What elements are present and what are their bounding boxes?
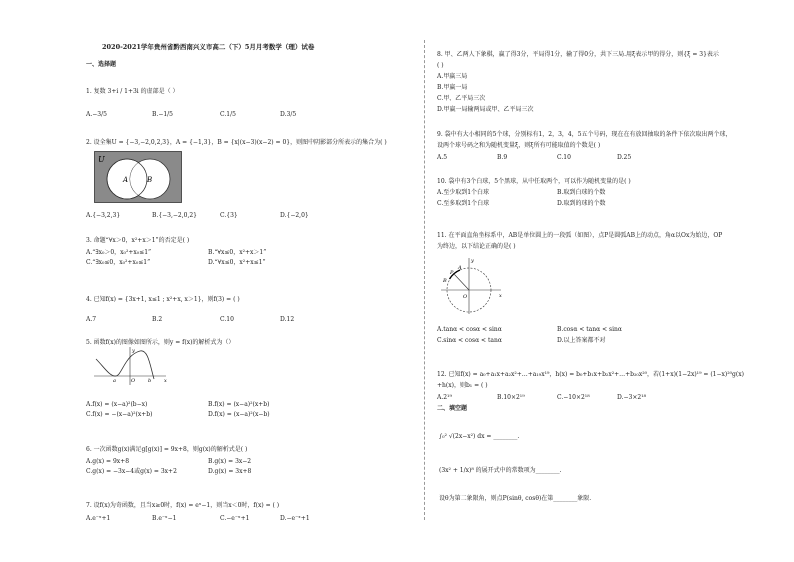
q11-option-d: D.以上答案都不对 <box>557 337 606 344</box>
q10-option-d: D.取到的球的个数 <box>557 200 606 207</box>
q6-option-b: B.g(x) = 3x−2 <box>208 458 252 465</box>
q8-stem-line1: 8. 甲、乙两人下象棋，赢了得3分，平局得1分，输了得0分，共下三局.用ξ表示甲的得分，则{ξ = 3}表示 <box>437 51 719 58</box>
circle-label-b: B <box>443 278 447 284</box>
q7-option-b: B.e⁻ˣ−1 <box>152 515 177 522</box>
q1-option-c: C.1/5 <box>220 111 236 118</box>
q12-option-a: A.2¹⁹ <box>437 394 452 401</box>
q10-stem: 10. 袋中有3个白球，5个黑球，从中任取两个，可以作为随机变量的是( ) <box>437 178 631 185</box>
q1-option-d: D.3/5 <box>280 111 297 118</box>
q1-option-b: B.−1/5 <box>152 111 173 118</box>
q6-option-c: C.g(x) = −3x−4或g(x) = 3x+2 <box>86 468 177 475</box>
q6-option-a: A.g(x) = 9x+8 <box>86 458 130 465</box>
q12-option-b: B.10×2¹⁹ <box>497 394 525 401</box>
q9-option-b: B.9 <box>497 154 508 161</box>
q3-stem: 3. 命题“∀x＞0，x²+x＞1”的否定是( ) <box>86 237 190 244</box>
q4-option-c: C.10 <box>220 316 234 323</box>
graph-label-a: a <box>113 378 116 384</box>
q9-stem-line1: 9. 袋中有大小相同的5个球，分别标有1，2，3，4，5五个号码，现在在有放回抽取的条件下依次取出两个球， <box>437 131 732 138</box>
q3-option-a: A.“∃x₀＞0，x₀²+x₀≤1” <box>86 249 152 256</box>
q1-option-a: A.−3/5 <box>86 111 107 118</box>
graph-label-o: O <box>131 378 136 384</box>
fill-q1: ∫₀² √(2x−x²) dx = ________. <box>439 433 520 440</box>
q8-stem-line2: ( ) <box>437 62 444 69</box>
q2-stem: 2. 设全集U = {−3,−2,0,2,3}，A = {−1,3}，B = {x|(x−3)(x−2) = 0}，则图中阴影部分所表示的集合为( ) <box>86 139 387 146</box>
q10-option-b: B.取到白球的个数 <box>557 189 606 196</box>
circle-label-x: x <box>499 293 502 299</box>
exam-title: 2020-2021学年贵州省黔西南兴义市高二（下）5月月考数学（理）试卷 <box>102 43 315 51</box>
q11-stem-line1: 11. 在平面直角坐标系中，AB是单位圆上的一段弧（如图），点P是圆弧AB上的动点，角α以Ox为始边，OP <box>437 232 723 239</box>
q11-stem-line2: 为终边，以下结论正确的是( ) <box>437 243 516 250</box>
q4-option-a: A.7 <box>86 316 97 323</box>
q7-stem: 7. 设f(x)为奇函数，且当x≥0时，f(x) = eˣ−1，则当x＜0时，f(x) = ( ) <box>86 502 280 509</box>
q12-option-d: D.−3×2¹⁸ <box>617 394 647 401</box>
function-graph <box>92 345 170 387</box>
column-divider <box>424 40 425 520</box>
q9-option-d: D.25 <box>617 154 632 161</box>
q4-option-d: D.12 <box>280 316 295 323</box>
section-choice: 一、选择题 <box>86 61 117 68</box>
q7-option-d: D.−e⁻ˣ+1 <box>280 515 310 522</box>
q5-option-d: D.f(x) = (x−a)²(x−b) <box>208 411 270 418</box>
q4-stem: 4. 已知f(x) = {3x+1, x≤1 ; x²+x, x＞1}，则f(3) = ( ) <box>86 296 240 303</box>
q9-stem-line2: 设两个球号码之和为随机变量ξ，则ξ所有可能取值的个数是( ) <box>437 142 601 149</box>
q2-option-b: B.{−3,−2,0,2} <box>152 212 197 219</box>
left-column <box>86 0 412 562</box>
venn-label-u: U <box>98 155 105 164</box>
q1-stem: 1. 复数 3+i / 1+3i 的虚部是（ ） <box>86 88 179 95</box>
fill-q2: (3x² + 1/x)⁸ 的展开式中的常数项为________. <box>439 467 562 474</box>
graph-label-b: b <box>148 378 152 384</box>
q6-stem: 6. 一次函数g(x)满足g[g(x)] = 9x+8，则g(x)的解析式是( ) <box>86 446 248 453</box>
unit-circle-figure <box>439 256 505 316</box>
q8-option-a: A.甲赢三局 <box>437 73 468 80</box>
function-curve <box>96 351 154 379</box>
q10-option-c: C.至多取到1个白球 <box>437 200 490 207</box>
q11-option-b: B.cosα < tanα < sinα <box>557 326 622 333</box>
q11-option-a: A.tanα < cosα < sinα <box>437 326 502 333</box>
q2-option-a: A.{−3,2,3} <box>86 212 121 219</box>
q9-option-c: C.10 <box>557 154 571 161</box>
q12-stem-line1: 12. 已知f(x) = a₀+a₁x+a₂x²+…+a₁₉x¹⁹，h(x) = b₀+b₁x+b₂x²+…+b₂₀x²⁰，若(1+x)(1−2x)¹⁹ = (1−x)²⁰g(x) <box>437 371 744 378</box>
q6-option-d: D.g(x) = 3x+8 <box>208 468 252 475</box>
fill-q3: 设θ为第二象限角，则点P(sinθ, cosθ)在第________象限. <box>439 495 592 502</box>
graph-label-y: y <box>132 348 135 354</box>
ray-op <box>454 274 469 290</box>
q12-option-c: C.−10×2¹⁸ <box>557 394 590 401</box>
q10-option-a: A.至少取到1个白球 <box>437 189 490 196</box>
venn-label-b: B <box>147 176 153 184</box>
q2-option-d: D.{−2,0} <box>280 212 309 219</box>
right-column <box>437 0 767 562</box>
q11-option-c: C.sinα < cosα < tanα <box>437 337 502 344</box>
circle-label-p: P <box>450 270 454 276</box>
q3-option-c: C.“∃x₀≤0，x₀²+x₀≤1” <box>86 259 151 266</box>
graph-label-x: x <box>164 378 167 384</box>
q2-option-c: C.{3} <box>220 212 238 219</box>
venn-diagram <box>94 151 182 203</box>
q4-option-b: B.2 <box>152 316 163 323</box>
circle-label-o: O <box>463 294 468 300</box>
q7-option-c: C.−e⁻ˣ+1 <box>220 515 250 522</box>
venn-label-a: A <box>123 176 129 184</box>
q5-option-a: A.f(x) = (x−a)²(b−x) <box>86 401 148 408</box>
circle-label-y: y <box>471 258 474 264</box>
q9-option-a: A.5 <box>437 154 448 161</box>
q3-option-b: B.“∀x≤0，x²+x＞1” <box>208 249 267 256</box>
q5-option-c: C.f(x) = −(x−a)²(x+b) <box>86 411 153 418</box>
q12-stem-line2: +h(x)，则b₁ = ( ) <box>437 382 488 389</box>
q8-option-c: C.甲、乙平局三次 <box>437 95 486 102</box>
circle-label-a: A <box>458 265 462 271</box>
q8-option-b: B.甲赢一局 <box>437 84 468 91</box>
section-fill: 二、填空题 <box>437 405 468 412</box>
q5-option-b: B.f(x) = (x−a)²(x+b) <box>208 401 270 408</box>
q5-stem: 5. 函数f(x)的图像如图所示，则y = f(x)的解析式为（） <box>86 339 235 346</box>
q8-option-d: D.甲赢一局输两局或甲、乙平局三次 <box>437 106 534 113</box>
q3-option-d: D.“∀x≤0，x²+x≤1” <box>208 259 266 266</box>
q7-option-a: A.e⁻ˣ+1 <box>86 515 111 522</box>
